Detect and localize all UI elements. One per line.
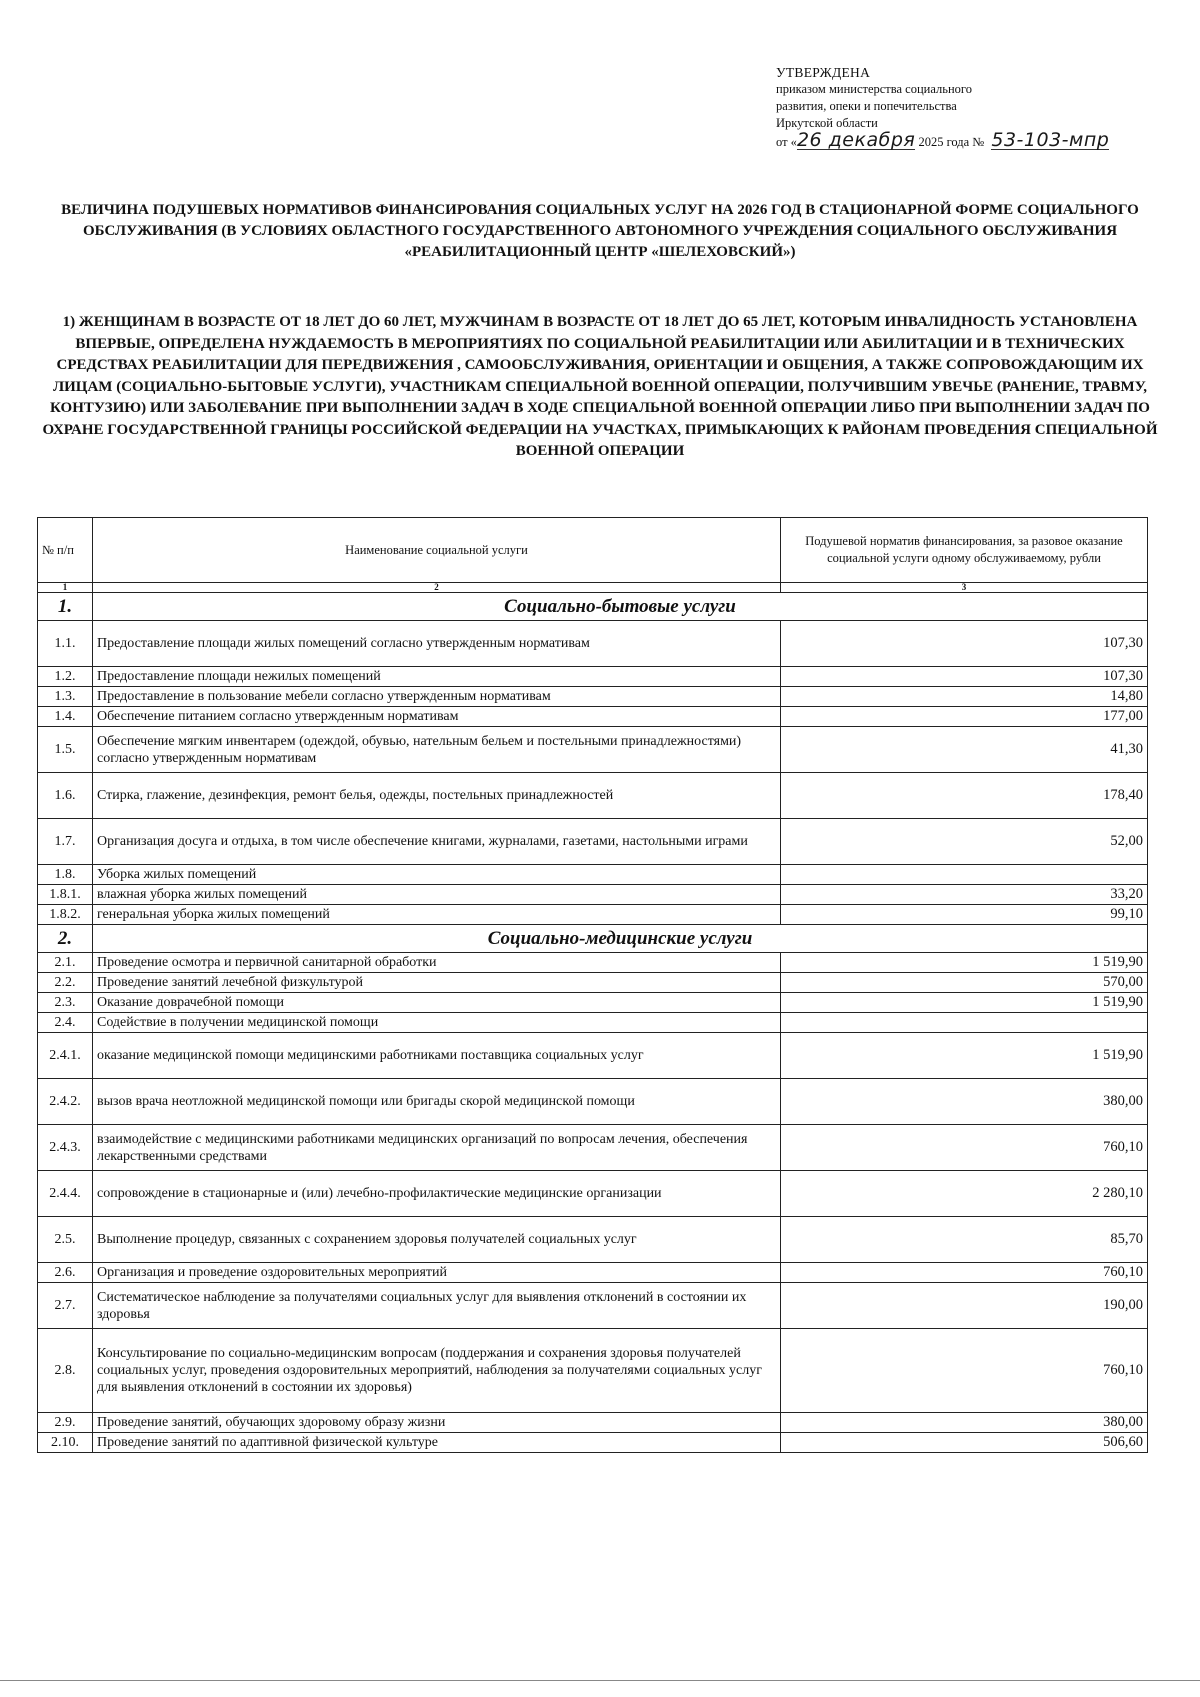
page-bottom-rule bbox=[0, 1680, 1200, 1681]
service-value: 177,00 bbox=[781, 707, 1148, 727]
handwritten-doc-number: 53-103-мпр bbox=[991, 129, 1110, 151]
header-num: № п/п bbox=[38, 518, 93, 583]
table-row bbox=[38, 1125, 1148, 1171]
service-name: оказание медицинской помощи медицинскими работниками поставщика социальных услуг bbox=[93, 1033, 781, 1079]
header-name: Наименование социальной услуги bbox=[93, 518, 781, 583]
service-name: Выполнение процедур, связанных с сохранением здоровья получателей социальных услуг bbox=[93, 1217, 781, 1263]
row-number: 1.4. bbox=[38, 707, 93, 727]
service-name: Стирка, глажение, дезинфекция, ремонт белья, одежды, постельных принадлежностей bbox=[93, 773, 781, 819]
table-row bbox=[38, 1433, 1148, 1453]
table-row bbox=[38, 707, 1148, 727]
approval-line-3: Иркутской области bbox=[776, 116, 878, 130]
table-row bbox=[38, 1263, 1148, 1283]
service-name: Организация досуга и отдыха, в том числе обеспечение книгами, журналами, газетами, настольными играми bbox=[93, 819, 781, 865]
table-row bbox=[38, 1283, 1148, 1329]
service-value: 41,30 bbox=[781, 727, 1148, 773]
row-number: 2.1. bbox=[38, 953, 93, 973]
row-number: 2.10. bbox=[38, 1433, 93, 1453]
service-name: Содействие в получении медицинской помощи bbox=[93, 1013, 781, 1033]
column-number: 2 bbox=[93, 583, 781, 593]
service-name: Проведение занятий, обучающих здоровому образу жизни bbox=[93, 1413, 781, 1433]
column-number: 3 bbox=[781, 583, 1148, 593]
row-number: 2.4.2. bbox=[38, 1079, 93, 1125]
table-row bbox=[38, 953, 1148, 973]
services-table bbox=[37, 517, 1148, 1453]
column-number: 1 bbox=[38, 583, 93, 593]
row-number: 1.8. bbox=[38, 865, 93, 885]
service-name: Уборка жилых помещений bbox=[93, 865, 781, 885]
table-row bbox=[38, 885, 1148, 905]
row-number: 1. bbox=[38, 593, 93, 621]
table-row bbox=[38, 819, 1148, 865]
service-name: Консультирование по социально-медицинским вопросам (поддержания и сохранения здоровья получателей социальных услуг, проведения оздоровительных мероприятий, наблюдения за получателями социальных услуг для выявления отклонений в состоянии их здоровья) bbox=[93, 1329, 781, 1413]
handwritten-date: 26 декабря bbox=[796, 129, 916, 151]
table-row bbox=[38, 621, 1148, 667]
service-value: 760,10 bbox=[781, 1329, 1148, 1413]
table-row bbox=[38, 1013, 1148, 1033]
table-row bbox=[38, 687, 1148, 707]
row-number: 1.2. bbox=[38, 667, 93, 687]
approval-head: УТВЕРЖДЕНА bbox=[776, 65, 871, 80]
approval-line-2: развития, опеки и попечительства bbox=[776, 99, 957, 113]
table-body bbox=[38, 593, 1148, 1453]
section-row bbox=[38, 593, 1148, 621]
table-row bbox=[38, 905, 1148, 925]
row-number: 2.7. bbox=[38, 1283, 93, 1329]
row-number: 2.4.1. bbox=[38, 1033, 93, 1079]
section-title: Социально-бытовые услуги bbox=[93, 593, 1148, 621]
header-row bbox=[38, 518, 1148, 583]
service-value bbox=[781, 865, 1148, 885]
service-value: 760,10 bbox=[781, 1263, 1148, 1283]
approval-line-1: приказом министерства социального bbox=[776, 82, 972, 96]
service-value: 1 519,90 bbox=[781, 993, 1148, 1013]
row-number: 2.4.3. bbox=[38, 1125, 93, 1171]
sub-title: 1) ЖЕНЩИНАМ В ВОЗРАСТЕ ОТ 18 ЛЕТ ДО 60 ЛЕТ, МУЖЧИНАМ В ВОЗРАСТЕ ОТ 18 ЛЕТ ДО 65 ЛЕТ, КОТОРЫМ ИНВАЛИДНОСТЬ УСТАНОВЛЕНА ВПЕРВЫЕ, ОПРЕДЕЛЕНА НУЖДАЕМОСТЬ В МЕРОПРИЯТИЯХ ПО СОЦИАЛЬНОЙ РЕАБИЛИТАЦИИ ИЛИ АБИЛИТАЦИИ И В ТЕХНИЧЕСКИХ СРЕДСТВАХ РЕАБИЛИТАЦИИ ДЛЯ ПЕРЕДВИЖЕНИЯ , САМООБСЛУЖИВАНИЯ, ОРИЕНТАЦИИ И ОБЩЕНИЯ, А ТАКЖЕ СОПРОВОЖДАЮЩИМ ИХ ЛИЦАМ (СОЦИАЛЬНО-БЫТОВЫЕ УСЛУГИ), УЧАСТНИКАМ СПЕЦИАЛЬНОЙ ВОЕННОЙ ОПЕРАЦИИ, ПОЛУЧИВШИМ УВЕЧЬЕ (РАНЕНИЕ, ТРАВМУ, КОНТУЗИЮ) ИЛИ ЗАБОЛЕВАНИЕ ПРИ ВЫПОЛНЕНИИ ЗАДАЧ В ХОДЕ СПЕЦИАЛЬНОЙ ВОЕННОЙ ОПЕРАЦИИ ЛИБО ПРИ ВЫПОЛНЕНИИ ЗАДАЧ ПО ОХРАНЕ ГОСУДАРСТВЕННОЙ ГРАНИЦЫ РОССИЙСКОЙ ФЕДЕРАЦИИ НА УЧАСТКАХ, ПРИМЫКАЮЩИХ К РАЙОНАМ ПРОВЕДЕНИЯ СПЕЦИАЛЬНОЙ ВОЕННОЙ ОПЕРАЦИИ bbox=[42, 314, 1158, 459]
service-name: Обеспечение питанием согласно утвержденным нормативам bbox=[93, 707, 781, 727]
row-number: 1.5. bbox=[38, 727, 93, 773]
row-number: 2.6. bbox=[38, 1263, 93, 1283]
approval-date-line bbox=[776, 129, 1176, 151]
section-row bbox=[38, 925, 1148, 953]
service-value bbox=[781, 1013, 1148, 1033]
service-name: Предоставление в пользование мебели согласно утвержденным нормативам bbox=[93, 687, 781, 707]
table-row bbox=[38, 1079, 1148, 1125]
service-value: 2 280,10 bbox=[781, 1171, 1148, 1217]
service-name: Предоставление площади нежилых помещений bbox=[93, 667, 781, 687]
service-name: Проведение занятий лечебной физкультурой bbox=[93, 973, 781, 993]
approval-stamp bbox=[776, 64, 1176, 151]
service-name: Предоставление площади жилых помещений согласно утвержденным нормативам bbox=[93, 621, 781, 667]
row-number: 1.1. bbox=[38, 621, 93, 667]
service-name: Оказание доврачебной помощи bbox=[93, 993, 781, 1013]
table-row bbox=[38, 773, 1148, 819]
table-row bbox=[38, 727, 1148, 773]
row-number: 2.8. bbox=[38, 1329, 93, 1413]
row-number: 2.5. bbox=[38, 1217, 93, 1263]
header-value: Подушевой норматив финансирования, за разовое оказание социальной услуги одному обслуживаемому, рубли bbox=[781, 518, 1148, 583]
service-value: 190,00 bbox=[781, 1283, 1148, 1329]
row-number: 1.8.2. bbox=[38, 905, 93, 925]
table-row bbox=[38, 993, 1148, 1013]
service-name: Организация и проведение оздоровительных мероприятий bbox=[93, 1263, 781, 1283]
row-number: 2.2. bbox=[38, 973, 93, 993]
date-year: 2025 года № bbox=[915, 135, 988, 149]
service-value: 107,30 bbox=[781, 667, 1148, 687]
row-number: 2.9. bbox=[38, 1413, 93, 1433]
column-number-row bbox=[38, 583, 1148, 593]
service-name: генеральная уборка жилых помещений bbox=[93, 905, 781, 925]
row-number: 2.4.4. bbox=[38, 1171, 93, 1217]
service-name: Проведение осмотра и первичной санитарной обработки bbox=[93, 953, 781, 973]
table-row bbox=[38, 865, 1148, 885]
service-value: 1 519,90 bbox=[781, 1033, 1148, 1079]
service-value: 380,00 bbox=[781, 1079, 1148, 1125]
date-prefix: от « bbox=[776, 135, 797, 149]
row-number: 1.7. bbox=[38, 819, 93, 865]
service-value: 14,80 bbox=[781, 687, 1148, 707]
service-value: 52,00 bbox=[781, 819, 1148, 865]
table-row bbox=[38, 1217, 1148, 1263]
service-value: 1 519,90 bbox=[781, 953, 1148, 973]
service-name: Систематическое наблюдение за получателями социальных услуг для выявления отклонений в состоянии их здоровья bbox=[93, 1283, 781, 1329]
table-row bbox=[38, 1413, 1148, 1433]
service-value: 85,70 bbox=[781, 1217, 1148, 1263]
service-name: Обеспечение мягким инвентарем (одеждой, обувью, нательным бельем и постельными принадлежностями) согласно утвержденным нормативам bbox=[93, 727, 781, 773]
row-number: 2. bbox=[38, 925, 93, 953]
service-value: 506,60 bbox=[781, 1433, 1148, 1453]
service-value: 99,10 bbox=[781, 905, 1148, 925]
service-name: влажная уборка жилых помещений bbox=[93, 885, 781, 905]
table-row bbox=[38, 1033, 1148, 1079]
row-number: 1.6. bbox=[38, 773, 93, 819]
service-value: 760,10 bbox=[781, 1125, 1148, 1171]
service-name: сопровождение в стационарные и (или) лечебно-профилактические медицинские организации bbox=[93, 1171, 781, 1217]
main-title: ВЕЛИЧИНА ПОДУШЕВЫХ НОРМАТИВОВ ФИНАНСИРОВАНИЯ СОЦИАЛЬНЫХ УСЛУГ НА 2026 ГОД В СТАЦИОНАРНОЙ ФОРМЕ СОЦИАЛЬНОГО ОБСЛУЖИВАНИЯ (В УСЛОВИЯХ ОБЛАСТНОГО ГОСУДАРСТВЕННОГО АВТОНОМНОГО УЧРЕЖДЕНИЯ СОЦИАЛЬНОГО ОБСЛУЖИВАНИЯ «РЕАБИЛИТАЦИОННЫЙ ЦЕНТР «ШЕЛЕХОВСКИЙ») bbox=[61, 202, 1139, 260]
service-name: взаимодействие с медицинскими работниками медицинских организаций по вопросам лечения, обеспечения лекарственными средствами bbox=[93, 1125, 781, 1171]
row-number: 1.3. bbox=[38, 687, 93, 707]
row-number: 2.4. bbox=[38, 1013, 93, 1033]
service-value: 178,40 bbox=[781, 773, 1148, 819]
table-row bbox=[38, 1171, 1148, 1217]
service-value: 380,00 bbox=[781, 1413, 1148, 1433]
row-number: 1.8.1. bbox=[38, 885, 93, 905]
section-title: Социально-медицинские услуги bbox=[93, 925, 1148, 953]
table-row bbox=[38, 667, 1148, 687]
service-name: Проведение занятий по адаптивной физической культуре bbox=[93, 1433, 781, 1453]
row-number: 2.3. bbox=[38, 993, 93, 1013]
service-name: вызов врача неотложной медицинской помощи или бригады скорой медицинской помощи bbox=[93, 1079, 781, 1125]
table-row bbox=[38, 973, 1148, 993]
service-value: 107,30 bbox=[781, 621, 1148, 667]
service-value: 33,20 bbox=[781, 885, 1148, 905]
table-row bbox=[38, 1329, 1148, 1413]
service-value: 570,00 bbox=[781, 973, 1148, 993]
